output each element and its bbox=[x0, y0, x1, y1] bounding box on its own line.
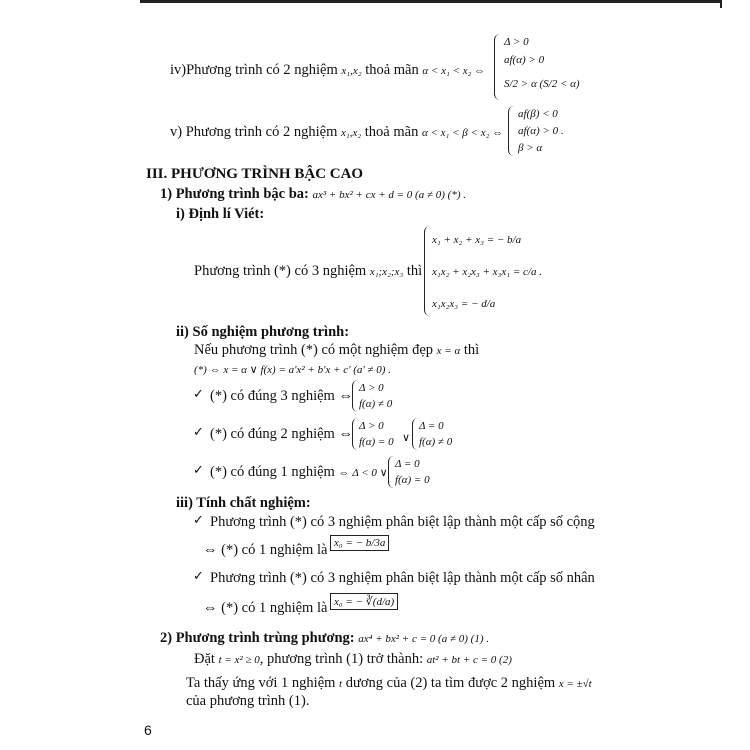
dat-eq2: at² + bt + c = 0 (2) bbox=[426, 654, 512, 666]
iff-arrow-icon: ⇔ bbox=[338, 388, 353, 404]
v-sys-2: af(α) > 0 . bbox=[518, 125, 564, 137]
i-vars: x₁;x₂;x₃ bbox=[369, 266, 404, 278]
c2-label: (*) có đúng 2 nghiệm bbox=[210, 426, 335, 442]
ii-line bbox=[194, 342, 479, 359]
sub1-line bbox=[160, 186, 466, 203]
i-thi: thì bbox=[406, 263, 423, 279]
section-title: III. PHƯƠNG TRÌNH BẬC CAO bbox=[146, 166, 364, 182]
iv-brace bbox=[494, 34, 501, 100]
i-line bbox=[194, 263, 422, 280]
dat-text: , phương trình (1) trở thành: bbox=[259, 651, 424, 667]
iv-sys-2: af(α) > 0 bbox=[504, 54, 545, 66]
iii-p1-box: x₀ = − b/3a bbox=[330, 535, 389, 551]
c2b-brace bbox=[412, 418, 418, 450]
iv-ineq: α < x₁ < x₂ ⇔ bbox=[422, 65, 486, 77]
iff-arrow-icon: ⇔ bbox=[203, 600, 218, 616]
check-icon: ✓ bbox=[193, 424, 204, 439]
v-text: v) Phương trình có 2 nghiệm bbox=[170, 124, 338, 140]
iii-p1-res: (*) có 1 nghiệm là bbox=[221, 542, 328, 558]
i-title: i) Định lí Viét: bbox=[176, 206, 265, 222]
dat-line bbox=[194, 651, 512, 668]
iv-vars: x₁,x₂ bbox=[341, 65, 362, 77]
c3-brace bbox=[352, 380, 358, 412]
iii-p2-res: (*) có 1 nghiệm là bbox=[221, 600, 328, 616]
ta-mid: dương của (2) ta tìm được 2 nghiệm bbox=[345, 675, 556, 691]
c1-mid: ⇔ Δ < 0 ∨ bbox=[338, 467, 388, 479]
v-brace bbox=[508, 106, 515, 156]
c1-brace bbox=[388, 456, 394, 488]
iii-p2-box: x₀ = − ∛(d/a) bbox=[330, 593, 398, 610]
ii-line2: (*) ⇔ x = α ∨ f(x) = a'x² + b'x + c' (a' ≠ 0) . bbox=[194, 364, 391, 376]
iv-sys-1: Δ > 0 bbox=[504, 36, 529, 48]
iv-sys-3: S/2 > α (S/2 < α) bbox=[504, 78, 580, 90]
viet-3: x₁x₂x₃ = − d/a bbox=[432, 298, 496, 310]
ta-t: t bbox=[339, 678, 343, 690]
c1-text bbox=[210, 464, 388, 481]
iii-p1-res-line bbox=[203, 542, 327, 558]
dat-label: Đặt bbox=[194, 651, 215, 667]
iv-text: iv)Phương trình có 2 nghiệm bbox=[170, 62, 338, 78]
iii-p1: Phương trình (*) có 3 nghiệm phân biệt lập thành một cấp số cộng bbox=[210, 514, 595, 530]
v-cond: thoả mãn bbox=[364, 124, 419, 140]
c2b-sys-2: f(α) ≠ 0 bbox=[419, 436, 453, 448]
v-system bbox=[508, 106, 608, 160]
sub2-title: 2) Phương trình trùng phương: bbox=[160, 630, 355, 646]
ii-eq: x = α bbox=[436, 345, 461, 357]
page-number: 6 bbox=[144, 722, 152, 738]
ta-eq: x = ±√t bbox=[558, 678, 592, 690]
sub2-line bbox=[160, 630, 489, 647]
c3-sys-2: f(α) ≠ 0 bbox=[359, 398, 393, 410]
c3-text bbox=[210, 388, 353, 404]
item-iv bbox=[170, 62, 485, 79]
c2-system-b bbox=[412, 418, 472, 452]
c1-sys-1: Δ = 0 bbox=[395, 458, 420, 470]
iii-p2: Phương trình (*) có 3 nghiệm phân biệt lập thành một cấp số nhân bbox=[210, 570, 595, 586]
c1-sys-2: f(α) = 0 bbox=[395, 474, 430, 486]
c2a-brace bbox=[352, 418, 358, 450]
iv-cond: thoả mãn bbox=[365, 62, 419, 78]
sub1-title: 1) Phương trình bậc ba: bbox=[160, 186, 309, 202]
c3-sys-1: Δ > 0 bbox=[359, 382, 384, 394]
iii-title: iii) Tính chất nghiệm: bbox=[176, 495, 311, 511]
viet-1: x₁ + x₂ + x₃ = − b/a bbox=[432, 234, 522, 246]
ta-thay: Ta thấy ứng với 1 nghiệm bbox=[186, 675, 336, 691]
ii-text: Nếu phương trình (*) có một nghiệm đẹp bbox=[194, 342, 434, 358]
check-icon: ✓ bbox=[193, 462, 204, 477]
v-sys-1: af(β) < 0 bbox=[518, 108, 558, 120]
sub1-eq: ax³ + bx² + cx + d = 0 (a ≠ 0) (*) . bbox=[312, 189, 466, 201]
v-ineq: α < x₁ < β < x₂ ⇔ bbox=[421, 127, 504, 139]
dat-eq: t = x² ≥ 0 bbox=[218, 654, 260, 666]
v-vars: x₁,x₂ bbox=[340, 127, 362, 139]
ta-line bbox=[186, 675, 592, 692]
c1-label: (*) có đúng 1 nghiệm bbox=[210, 464, 335, 480]
c3-label: (*) có đúng 3 nghiệm bbox=[210, 388, 335, 404]
c2-or: ∨ bbox=[402, 432, 411, 444]
v-sys-3: β > α bbox=[518, 142, 543, 154]
iff-arrow-icon: ⇔ bbox=[338, 426, 353, 442]
c2a-sys-1: Δ > 0 bbox=[359, 420, 384, 432]
sub2-eq: ax⁴ + bx² + c = 0 (a ≠ 0) (1) . bbox=[358, 633, 489, 645]
top-rule bbox=[140, 0, 722, 3]
i-text: Phương trình (*) có 3 nghiệm bbox=[194, 263, 367, 279]
ta-end: của phương trình (1). bbox=[186, 693, 310, 709]
iii-p2-res-line bbox=[203, 600, 327, 616]
item-v bbox=[170, 124, 503, 141]
viet-2: x₁x₂ + x₂x₃ + x₃x₁ = c/a . bbox=[432, 266, 542, 278]
viet-system bbox=[424, 226, 574, 318]
iv-system bbox=[494, 34, 594, 104]
ii-title: ii) Số nghiệm phương trình: bbox=[176, 324, 350, 340]
c2b-sys-1: Δ = 0 bbox=[419, 420, 444, 432]
ii-thi: thì bbox=[463, 342, 480, 358]
right-rule bbox=[720, 0, 722, 8]
iff-arrow-icon: ⇔ bbox=[203, 542, 218, 558]
check-icon: ✓ bbox=[193, 386, 204, 401]
c2a-sys-2: f(α) = 0 bbox=[359, 436, 394, 448]
viet-brace bbox=[424, 226, 431, 316]
c3-system bbox=[352, 380, 422, 414]
c1-system bbox=[388, 456, 448, 490]
c2-system-a bbox=[352, 418, 402, 452]
c2-text bbox=[210, 426, 353, 442]
check-icon: ✓ bbox=[193, 512, 204, 527]
check-icon: ✓ bbox=[193, 568, 204, 583]
